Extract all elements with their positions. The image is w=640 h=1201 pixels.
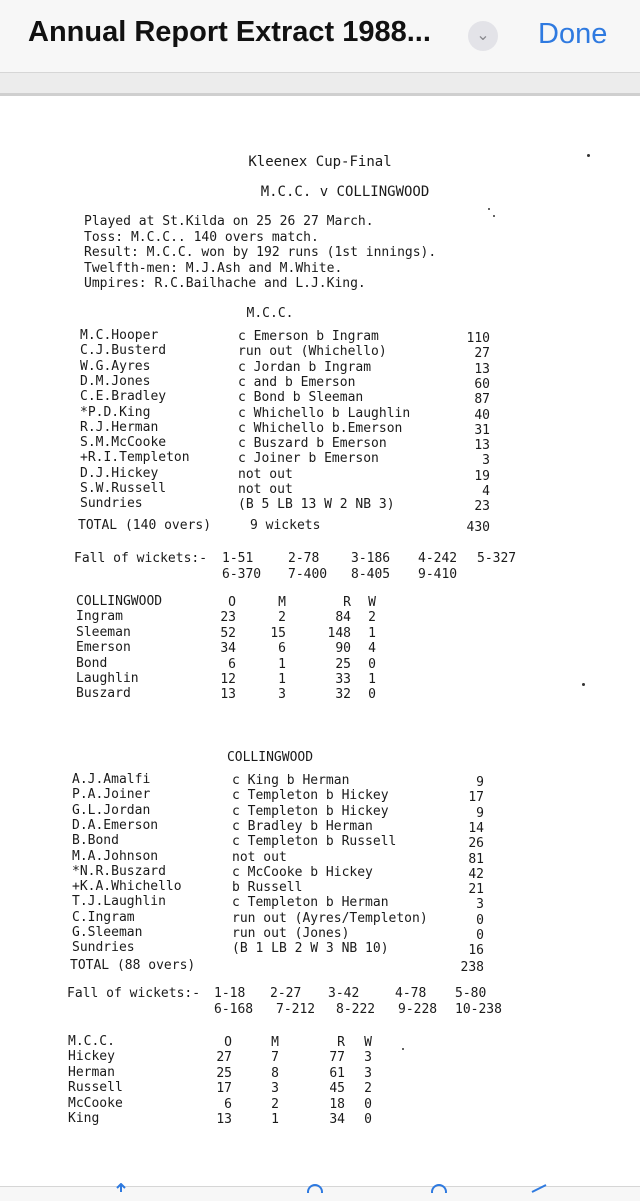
bowler-r: 77 (329, 1050, 345, 1066)
bowler-r: 34 (329, 1112, 345, 1127)
share-icon[interactable] (112, 1183, 130, 1193)
bowler-w: 2 (368, 610, 376, 626)
bowler-name: Russell (68, 1080, 123, 1096)
fall-of-wicket: 1-18 (214, 986, 246, 1001)
innings2-fow-label: Fall of wickets:- (67, 986, 201, 1001)
batsman-name: G.L.Jordan (72, 802, 151, 818)
batsman-name: M.C.Hooper (80, 328, 159, 343)
bowling-column-header: M (271, 1035, 279, 1050)
batsman-runs: 19 (474, 468, 490, 484)
batsman-runs: 9 (476, 775, 484, 790)
batsman-dismissal: run out (Whichello) (238, 344, 387, 360)
innings1-team: M.C.C. (246, 306, 294, 321)
batsman-dismissal: c Templeton b Russell (232, 834, 397, 850)
innings1-total-label: TOTAL (140 overs) (78, 518, 212, 533)
bowler-w: 0 (364, 1112, 372, 1127)
batsman-dismissal: (B 5 LB 13 W 2 NB 3) (238, 497, 395, 513)
bowler-w: 3 (364, 1065, 372, 1081)
batsman-runs: 42 (468, 866, 484, 882)
fall-of-wicket: 6-168 (214, 1002, 254, 1017)
batsman-runs: 3 (476, 897, 484, 913)
bowler-m: 1 (271, 1112, 279, 1127)
bowler-r: 148 (327, 625, 351, 641)
bowler-r: 61 (329, 1065, 345, 1081)
batsman-name: G.Sleeman (72, 925, 143, 940)
toolbar-separator (0, 73, 640, 93)
fall-of-wicket: 7-212 (276, 1002, 316, 1017)
bowler-w: 4 (368, 641, 376, 657)
bowler-w: 0 (368, 687, 376, 703)
batsman-dismissal: (B 1 LB 2 W 3 NB 10) (232, 941, 389, 957)
search-icon[interactable] (306, 1183, 324, 1193)
fall-of-wicket: 9-410 (418, 567, 458, 582)
fall-of-wicket: 4-78 (395, 986, 427, 1001)
batsman-name: Sundries (72, 940, 135, 956)
bowler-m: 1 (278, 672, 286, 687)
batsman-dismissal: c Templeton b Herman (232, 895, 389, 911)
batsman-runs: 13 (474, 361, 490, 377)
fall-of-wicket: 9-228 (398, 1002, 438, 1017)
bowling-team-label: M.C.C. (68, 1034, 115, 1049)
match-title: M.C.C. v COLLINGWOOD (260, 184, 430, 200)
batsman-name: *P.D.King (80, 404, 151, 420)
batsman-runs: 23 (474, 499, 490, 515)
bowler-r: 18 (329, 1096, 345, 1112)
batsman-runs: 0 (476, 912, 484, 928)
batsman-runs: 87 (474, 392, 490, 408)
bowler-m: 2 (278, 610, 286, 626)
batsman-dismissal: c Templeton b Hickey (232, 803, 389, 819)
fall-of-wicket: 1-51 (222, 551, 254, 566)
innings2-total-runs: 238 (460, 960, 484, 975)
scan-speck (488, 208, 490, 210)
scan-speck (587, 154, 590, 157)
batsman-runs: 16 (468, 943, 484, 959)
batsman-runs: 4 (482, 484, 490, 499)
batsman-dismissal: c Joiner b Emerson (238, 451, 379, 467)
batsman-runs: 3 (482, 453, 490, 469)
batsman-dismissal: c Bradley b Herman (232, 818, 373, 834)
bowler-o: 6 (224, 1096, 232, 1112)
batsman-dismissal: c McCooke b Hickey (232, 864, 373, 880)
fall-of-wicket: 2-78 (288, 551, 320, 566)
bowler-m: 8 (271, 1065, 279, 1081)
batsman-name: T.J.Laughlin (72, 894, 166, 910)
scan-speck (582, 683, 585, 686)
bowler-name: Sleeman (76, 624, 131, 640)
bowler-name: Emerson (76, 640, 131, 656)
fall-of-wicket: 5-327 (477, 551, 517, 566)
batsman-name: +K.A.Whichello (72, 879, 182, 895)
batsman-dismissal: c Whichello b Laughlin (238, 405, 411, 421)
fall-of-wicket: 8-405 (351, 567, 391, 582)
chevron-down-icon[interactable]: ⌄ (468, 21, 498, 51)
match-info-line: Result: M.C.C. won by 192 runs (1st innings). (84, 245, 437, 260)
batsman-name: A.J.Amalfi (72, 772, 151, 787)
bowler-o: 6 (228, 656, 236, 672)
bowler-w: 0 (364, 1096, 372, 1112)
bowler-o: 25 (216, 1065, 232, 1081)
batsman-dismissal: run out (Ayres/Templeton) (232, 910, 428, 926)
batsman-name: R.J.Herman (80, 419, 159, 435)
bowling-column-header: W (364, 1035, 372, 1050)
scan-speck (402, 1048, 404, 1050)
bowler-m: 1 (278, 656, 286, 672)
bowler-w: 0 (368, 656, 376, 672)
batsman-dismissal: c Emerson b Ingram (238, 329, 379, 344)
innings2-total-label: TOTAL (88 overs) (70, 958, 196, 973)
bowler-r: 25 (335, 656, 351, 672)
bowler-m: 7 (271, 1050, 279, 1066)
batsman-dismissal: c Whichello b.Emerson (238, 420, 403, 436)
scan-speck (493, 215, 495, 217)
bowler-w: 1 (368, 672, 376, 687)
bowler-o: 13 (216, 1112, 232, 1127)
batsman-runs: 17 (468, 790, 484, 806)
batsman-name: C.J.Busterd (80, 343, 167, 359)
batsman-dismissal: not out (238, 466, 293, 482)
fall-of-wicket: 3-186 (351, 551, 391, 566)
innings2-team: COLLINGWOOD (226, 750, 314, 765)
bowler-m: 3 (271, 1081, 279, 1097)
batsman-name: C.E.Bradley (80, 389, 167, 405)
fall-of-wicket: 8-222 (336, 1002, 376, 1017)
markup-icon[interactable] (430, 1183, 448, 1193)
bowler-o: 17 (216, 1081, 232, 1097)
bowling-team-label: COLLINGWOOD (76, 594, 163, 609)
match-info-line: Toss: M.C.C.. 140 overs match. (84, 229, 319, 245)
bowler-m: 15 (270, 625, 286, 641)
innings1-total-runs: 430 (466, 520, 490, 535)
done-button[interactable]: Done (538, 18, 608, 50)
bowler-o: 23 (220, 610, 236, 626)
batsman-name: S.M.McCooke (80, 435, 167, 451)
batsman-runs: 14 (468, 820, 484, 836)
batsman-dismissal: b Russell (232, 880, 303, 896)
match-info-line: Twelfth-men: M.J.Ash and M.White. (84, 260, 343, 276)
document-heading: Kleenex Cup-Final (248, 154, 392, 170)
bowler-w: 3 (364, 1050, 372, 1066)
bowler-name: Herman (68, 1064, 115, 1080)
document-title: Annual Report Extract 1988... (28, 16, 431, 48)
batsman-dismissal: not out (232, 849, 287, 865)
batsman-name: D.A.Emerson (72, 817, 159, 833)
navigation-bar (0, 0, 640, 73)
batsman-dismissal: not out (238, 482, 293, 497)
batsman-dismissal: c and b Emerson (238, 374, 356, 390)
bowler-name: Ingram (76, 609, 123, 625)
bowler-o: 13 (220, 687, 236, 703)
bowler-w: 1 (368, 625, 376, 641)
bowler-m: 6 (278, 641, 286, 657)
bowler-o: 52 (220, 625, 236, 641)
batsman-dismissal: c Templeton b Hickey (232, 788, 389, 804)
bowling-column-header: R (343, 595, 351, 610)
batsman-runs: 110 (466, 331, 490, 346)
batsman-dismissal: run out (Jones) (232, 926, 350, 941)
bowling-column-header: R (337, 1035, 345, 1050)
edit-icon[interactable] (530, 1183, 548, 1193)
bottom-toolbar (0, 1186, 640, 1201)
bowler-name: Hickey (68, 1049, 115, 1065)
fall-of-wicket: 5-80 (455, 986, 487, 1001)
batsman-name: D.M.Jones (80, 373, 151, 389)
batsman-name: *N.R.Buszard (72, 863, 166, 879)
bowler-name: McCooke (68, 1095, 123, 1111)
bowler-r: 33 (335, 672, 351, 687)
batsman-name: M.A.Johnson (72, 848, 159, 864)
fall-of-wicket: 2-27 (270, 986, 302, 1001)
batsman-dismissal: c King b Herman (232, 773, 350, 788)
batsman-runs: 13 (474, 438, 490, 454)
batsman-runs: 81 (468, 851, 484, 867)
batsman-runs: 40 (474, 407, 490, 423)
bowler-w: 2 (364, 1081, 372, 1097)
batsman-dismissal: c Jordan b Ingram (238, 359, 372, 375)
bowler-m: 2 (271, 1096, 279, 1112)
batsman-runs: 9 (476, 805, 484, 821)
batsman-name: +R.I.Templeton (80, 450, 190, 466)
batsman-name: B.Bond (72, 833, 119, 849)
batsman-name: S.W.Russell (80, 481, 167, 496)
bowler-r: 32 (335, 687, 351, 703)
bowler-m: 3 (278, 687, 286, 703)
bowler-o: 27 (216, 1050, 232, 1066)
batsman-runs: 27 (474, 346, 490, 362)
match-info-line: Played at St.Kilda on 25 26 27 March. (84, 214, 374, 229)
bowling-column-header: M (278, 595, 286, 610)
batsman-runs: 31 (474, 422, 490, 438)
bowler-name: Bond (76, 655, 108, 671)
batsman-name: Sundries (80, 496, 143, 512)
bowler-o: 12 (220, 672, 236, 687)
bowler-r: 45 (329, 1081, 345, 1097)
bowler-r: 84 (335, 610, 351, 626)
bowling-column-header: O (224, 1035, 232, 1050)
batsman-name: W.G.Ayres (80, 358, 151, 374)
batsman-runs: 26 (468, 836, 484, 852)
bowler-o: 34 (220, 641, 236, 657)
match-info-line: Umpires: R.C.Bailhache and L.J.King. (84, 276, 366, 291)
bowler-r: 90 (335, 641, 351, 657)
batsman-dismissal: c Bond b Sleeman (238, 390, 364, 406)
batsman-name: C.Ingram (72, 909, 135, 925)
batsman-dismissal: c Buszard b Emerson (238, 436, 387, 452)
batsman-name: D.J.Hickey (80, 465, 159, 481)
fall-of-wicket: 3-42 (328, 986, 360, 1001)
scorecard-document[interactable] (0, 96, 640, 1200)
batsman-runs: 60 (474, 376, 490, 392)
batsman-runs: 21 (468, 882, 484, 898)
fall-of-wicket: 7-400 (288, 567, 328, 582)
fall-of-wicket: 4-242 (418, 551, 458, 566)
batsman-runs: 0 (476, 928, 484, 943)
bowling-column-header: W (368, 595, 376, 610)
bowling-column-header: O (228, 595, 236, 610)
bowler-name: King (68, 1111, 100, 1126)
fall-of-wicket: 6-370 (222, 567, 262, 582)
bowler-name: Laughlin (76, 671, 139, 686)
batsman-name: P.A.Joiner (72, 787, 151, 803)
innings1-fow-label: Fall of wickets:- (74, 551, 208, 566)
bowler-name: Buszard (76, 686, 131, 702)
fall-of-wicket: 10-238 (455, 1002, 502, 1017)
innings1-total-wickets: 9 wickets (250, 518, 321, 533)
